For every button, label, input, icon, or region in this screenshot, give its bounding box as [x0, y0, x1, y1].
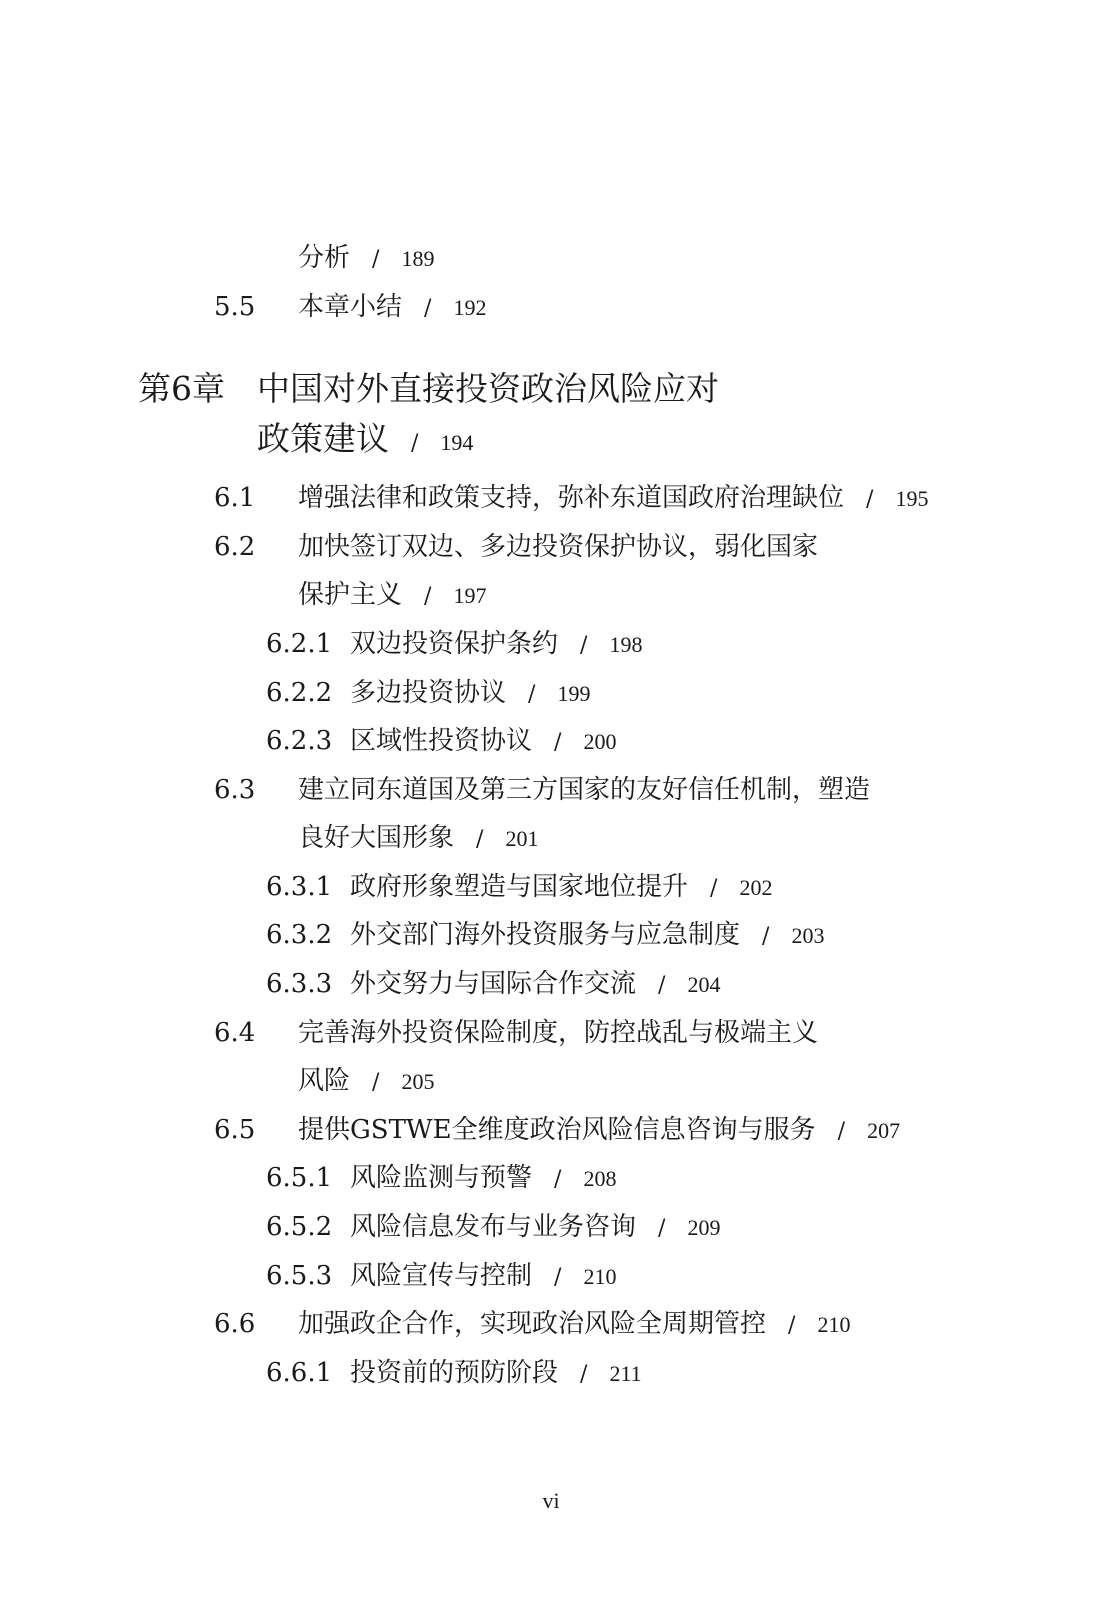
- toc-entry-number: 6.5.3: [266, 1261, 333, 1291]
- toc-entry-title: 双边投资保护条约 / 198: [350, 629, 643, 659]
- toc-entry-number: 6.5.1: [266, 1163, 333, 1193]
- toc-entry-title: 风险监测与预警 / 208: [350, 1163, 617, 1193]
- toc-entry-title: 本章小结 / 192: [298, 292, 487, 322]
- toc-entry-title: 多边投资协议 / 199: [350, 678, 591, 708]
- toc-entry-number: 5.5: [214, 292, 256, 322]
- toc-entry-number: 6.5.2: [266, 1212, 333, 1242]
- toc-entry-title: 保护主义 / 197: [298, 580, 487, 610]
- toc-entry-number: 6.2.2: [266, 678, 333, 708]
- toc-entry-number: 6.3.2: [266, 920, 333, 950]
- toc-chapter-title: 政策建议 / 194: [257, 419, 474, 458]
- toc-entry-number: 6.4: [214, 1018, 256, 1048]
- toc-entry-number: 6.6.1: [266, 1358, 333, 1388]
- toc-entry-title: 外交努力与国际合作交流 / 204: [350, 969, 721, 999]
- toc-entry-number: 6.2: [214, 532, 256, 562]
- toc-entry-title: 风险 / 205: [298, 1066, 435, 1096]
- toc-entry-title: 政府形象塑造与国家地位提升 / 202: [350, 872, 773, 902]
- toc-entry-title: 建立同东道国及第三方国家的友好信任机制，塑造: [298, 775, 871, 805]
- toc-entry-title: 加快签订双边、多边投资保护协议，弱化国家: [298, 532, 819, 562]
- toc-entry-title: 投资前的预防阶段 / 211: [350, 1358, 642, 1388]
- toc-entry-title: 区域性投资协议 / 200: [350, 726, 617, 756]
- toc-entry-number: 6.1: [214, 483, 256, 513]
- toc-entry-number: 6.2.3: [266, 726, 333, 756]
- toc-entry-number: 6.5: [214, 1115, 256, 1145]
- toc-entry-title: 风险宣传与控制 / 210: [350, 1261, 617, 1291]
- toc-entry-number: 6.2.1: [266, 629, 333, 659]
- toc-entry-title: 增强法律和政策支持，弥补东道国政府治理缺位 / 195: [298, 483, 929, 513]
- page-number-footer: vi: [542, 1488, 560, 1513]
- toc-entry-title: 加强政企合作，实现政治风险全周期管控 / 210: [298, 1309, 851, 1339]
- toc-entry-title: 分析 / 189: [298, 243, 435, 273]
- toc-entry-title: 完善海外投资保险制度，防控战乱与极端主义: [298, 1018, 819, 1048]
- toc-entry-number: 6.3: [214, 775, 256, 805]
- toc-entry-title: 外交部门海外投资服务与应急制度 / 203: [350, 920, 825, 950]
- toc-entry-number: 6.6: [214, 1309, 256, 1339]
- toc-chapter-number: 第6章: [138, 369, 225, 408]
- toc-entry-title: 良好大国形象 / 201: [298, 823, 539, 853]
- toc-entry-title: 提供GSTWE全维度政治风险信息咨询与服务 / 207: [298, 1115, 901, 1145]
- toc-entry-number: 6.3.1: [266, 872, 333, 902]
- toc-entry-title: 风险信息发布与业务咨询 / 209: [350, 1212, 721, 1242]
- toc-entry-number: 6.3.3: [266, 969, 333, 999]
- toc-chapter-title: 中国对外直接投资政治风险应对: [257, 369, 719, 408]
